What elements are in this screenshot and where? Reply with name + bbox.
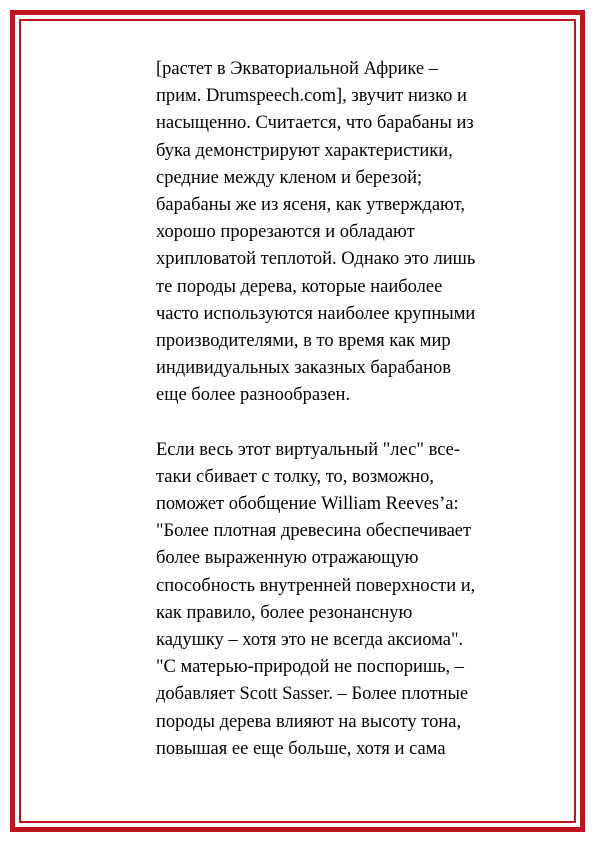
- text-line: те породы дерева, которые наиболее: [156, 276, 443, 297]
- text-line: как правило, более резонансную: [156, 602, 413, 623]
- body-text: [156, 56, 516, 763]
- text-line: способность внутренней поверхности и,: [156, 575, 476, 596]
- paragraph-spacer: [156, 409, 516, 436]
- text-line: производителями, в то время как мир: [156, 330, 451, 351]
- text-line: средние между кленом и березой;: [156, 167, 423, 188]
- paragraph-2: [156, 437, 516, 763]
- text-line: хорошо прорезаются и обладают: [156, 222, 415, 243]
- text-line: часто используются наиболее крупными: [156, 303, 476, 324]
- text-line: еще более разнообразен.: [156, 385, 351, 406]
- text-line: таки сбивает с толку, то, возможно,: [156, 466, 434, 487]
- text-line: "Более плотная древесина обеспечивает: [156, 521, 472, 542]
- text-line: бука демонстрируют характеристики,: [156, 140, 453, 161]
- text-line: [растет в Экваториальной Африке –: [156, 59, 438, 79]
- text-line: Если весь этот виртуальный "лес" все-: [156, 439, 461, 460]
- text-line: индивидуальных заказных барабанов: [156, 358, 451, 379]
- text-line: прим. Drumspeech.com], звучит низко и: [156, 86, 467, 107]
- text-line: хрипловатой теплотой. Однако это лишь: [156, 249, 476, 270]
- text-line: "С матерью-природой не поспоришь, –: [156, 657, 465, 678]
- text-line: насыщенно. Считается, что барабаны из: [156, 113, 474, 134]
- text-line: кадушку – хотя это не всегда аксиома".: [156, 629, 464, 650]
- text-line: добавляет Scott Sasser. – Более плотные: [156, 684, 469, 705]
- text-line: барабаны же из ясеня, как утверждают,: [156, 194, 465, 215]
- text-line: более выраженную отражающую: [156, 548, 419, 569]
- text-line: повышая ее еще больше, хотя и сама: [156, 738, 446, 759]
- paragraph-1: [156, 56, 516, 409]
- text-line: поможет обобщение William Reeves’а:: [156, 494, 459, 514]
- text-line: породы дерева влияют на высоту тона,: [156, 711, 462, 732]
